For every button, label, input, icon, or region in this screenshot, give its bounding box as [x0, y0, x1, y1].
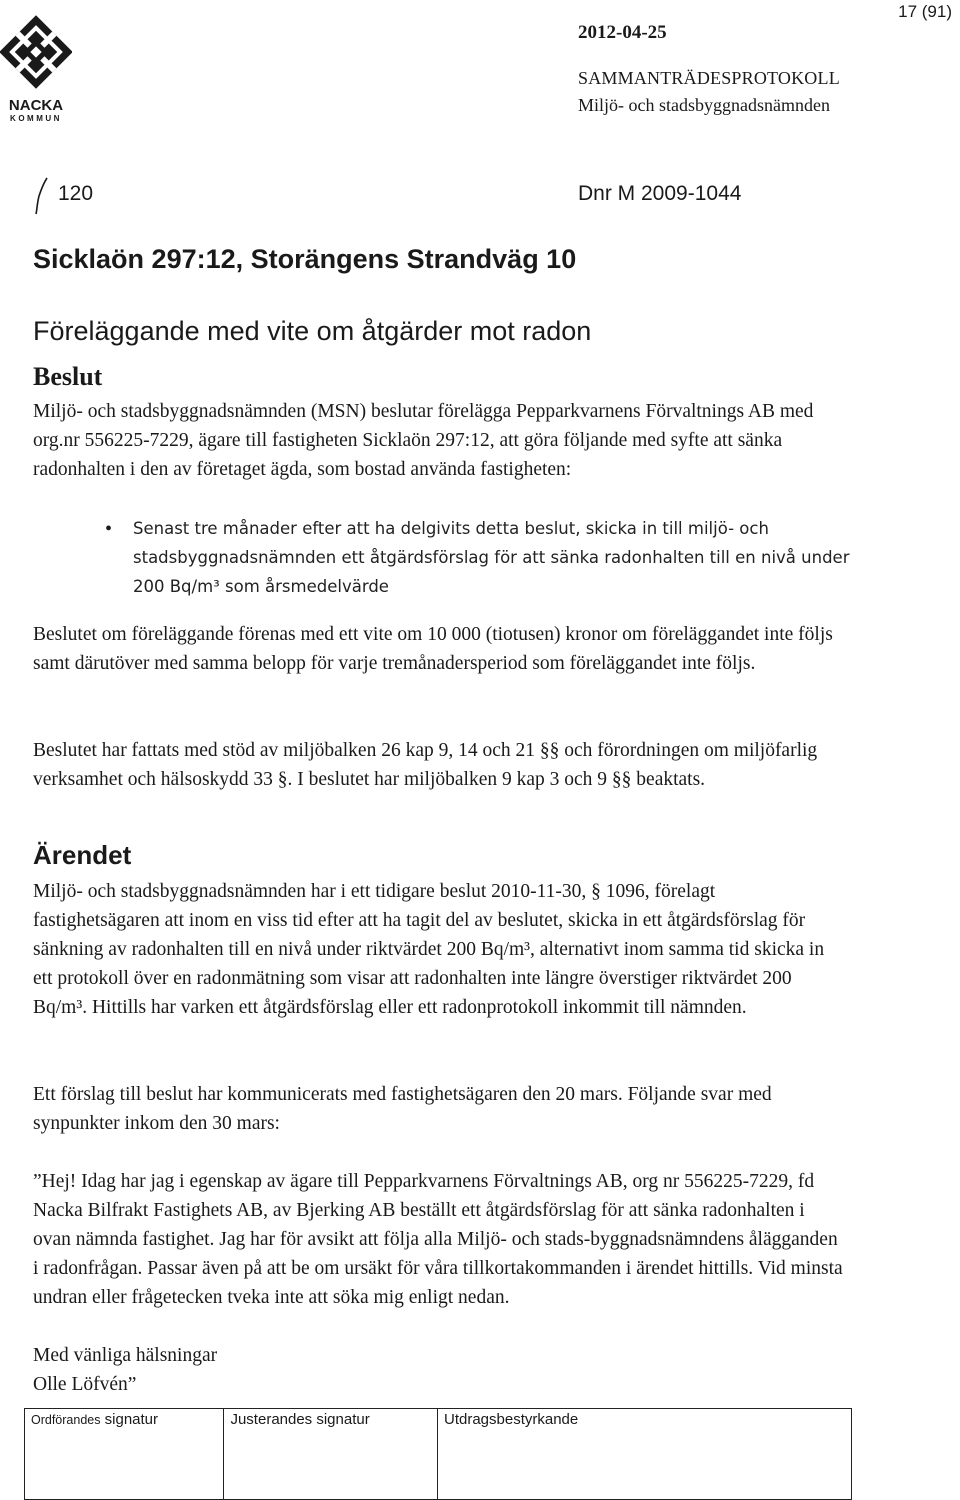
nacka-kommun-logo: [0, 10, 72, 122]
decision-bullet: Senast tre månader efter att ha delgivits detta beslut, skicka in till miljö- och stadsbyggnadsnämnden ett åtgärdsförslag för att sänka radonhalten till en nivå under 200 Bq/m³ som årsmedelvärde: [133, 519, 850, 596]
owner-quote: ”Hej! Idag har jag i egenskap av ägare till Pepparkvarnens Förvaltnings AB, org nr 556225-7229, fd Nacka Bilfrakt Fastighets AB, av Bjerking AB beställt ett åtgärdsförslag för att sänka radonhalten i ovan nämnda fastighet. Jag har för avsikt att följa alla Miljö- och stads-byggnadsnämndens ålägganden i radonfrågan. Passar även på att be om ursäkt för våra tillkortakommanden i ärendet hittills. Vid minsta undran eller frågetecken tveka inte att söka mig enligt nedan.: [33, 1171, 843, 1308]
quote-closing: Med vänliga hälsningar: [33, 1345, 218, 1366]
paragraph-section-icon: [33, 176, 51, 216]
protocol-label: SAMMANTRÄDESPROTOKOLL: [578, 68, 840, 88]
extract-certification-cell: Utdragsbestyrkande: [437, 1409, 851, 1500]
case-heading: Ärendet: [33, 840, 132, 870]
svg-text:KOMMUN: KOMMUN: [10, 114, 62, 122]
nacka-crest-icon: [0, 10, 72, 122]
chair-signature-cell: Ordförandes signatur: [25, 1409, 224, 1500]
section-number: 120: [58, 182, 94, 205]
case-background: Miljö- och stadsbyggnadsnämnden har i ett tidigare beslut 2010-11-30, § 1096, förelagt fastighetsägaren att inom en viss tid efter att ha tagit del av beslutet, skicka in ett åtgärdsförslag för sänkning av radonhalten till en nivå under riktvärdet 200 Bq/m³, alternativt inom samma tid skicka in ett protokoll över en radonmätning som visar att radonhalten inte längre överstiger riktvärdet 200 Bq/m³. Hittills har varken ett åtgärdsförslag eller ett radonprotokoll inkommit till nämnden.: [33, 881, 825, 1018]
diary-number: Dnr M 2009-1044: [578, 182, 742, 205]
legal-basis-paragraph: Beslutet har fattats med stöd av miljöbalken 26 kap 9, 14 och 21 §§ och förordningen om miljöfarlig verksamhet och hälsoskydd 33 §. I beslutet har miljöbalken 9 kap 3 och 9 §§ beaktats.: [33, 740, 818, 790]
page-number: 17 (91): [898, 2, 952, 21]
adjuster-signature-cell: Justerandes signatur: [224, 1409, 438, 1500]
committee-name: Miljö- och stadsbyggnadsnämnden: [578, 95, 830, 115]
svg-text:NACKA: NACKA: [8, 97, 64, 114]
fine-paragraph: Beslutet om föreläggande förenas med ett vite om 10 000 (tiotusen) kronor om föreläggandet inte följs samt därutöver med samma belopp för varje tremånadersperiod som föreläggandet inte följs.: [33, 624, 833, 674]
decision-heading: Beslut: [33, 362, 103, 391]
case-title: Sicklaön 297:12, Storängens Strandväg 10: [33, 244, 577, 274]
case-subtitle: Föreläggande med vite om åtgärder mot radon: [33, 316, 592, 346]
decision-intro: Miljö- och stadsbyggnadsnämnden (MSN) beslutar förelägga Pepparkvarnens Förvaltnings AB med org.nr 556225-7229, ägare till fastigheten Sicklaön 297:12, att göra följande med syfte att sänka radonhalten i den av företaget ägda, som bostad använda fastigheten:: [33, 401, 814, 480]
bullet-icon: •: [105, 518, 113, 540]
communication-paragraph: Ett förslag till beslut har kommunicerats med fastighetsägaren den 20 mars. Följande svar med synpunkter inkom den 30 mars:: [33, 1084, 772, 1134]
quote-signature: Olle Löfvén”: [33, 1374, 137, 1395]
signature-table: [24, 1408, 852, 1500]
meeting-date: 2012-04-25: [578, 22, 667, 43]
